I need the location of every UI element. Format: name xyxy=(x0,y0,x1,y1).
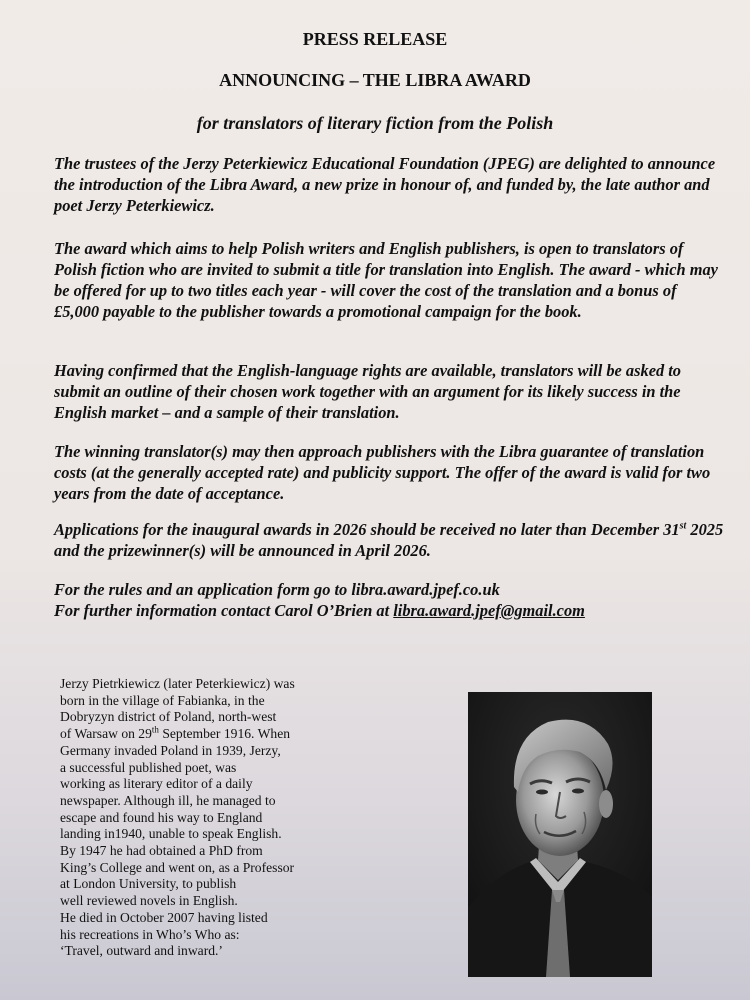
bio-line: working as literary editor of a daily xyxy=(60,776,253,792)
page-title: PRESS RELEASE xyxy=(302,29,448,49)
portrait-illustration xyxy=(468,692,652,977)
bio-line: well reviewed novels in English. xyxy=(60,893,238,909)
bio-line: newspaper. Although ill, he managed to xyxy=(60,792,276,808)
winner-paragraph: The winning translator(s) may then approach publishers with the Libra guarantee of translation costs (at the generally accepted rate) and publicity support. The offer of the award is valid for two years from the date of acceptance. xyxy=(54,442,711,503)
bio-line: his recreations in Who’s Who as: xyxy=(60,926,240,942)
author-portrait-photo xyxy=(468,692,652,977)
bio-line: By 1947 he had obtained a PhD from xyxy=(60,843,263,859)
contact-line-prefix: For further information contact Carol O’Brien at xyxy=(54,601,394,620)
bio-line: Jerzy Pietrkiewicz (later Peterkiewicz) was xyxy=(60,676,295,691)
bio-line: a successful published poet, was xyxy=(60,759,237,775)
bio-line: escape and found his way to England xyxy=(60,809,263,825)
deadline-paragraph xyxy=(54,519,724,561)
bio-line: King’s College and went on, as a Professor xyxy=(60,859,295,875)
bio-ordinal-suffix: th xyxy=(151,724,159,735)
intro-paragraph: The trustees of the Jerzy Peterkiewicz Educational Foundation (JPEG) are delighted to announce the introduction of the Libra Award, a new prize in honour of, and funded by, the late author and poet Jerzy Peterkiewicz. xyxy=(54,154,716,215)
deadline-text-end: 2025 and the prizewinner(s) will be announced in April 2026. xyxy=(54,520,724,560)
bio-birthdate-end: September 1916. When xyxy=(158,726,291,742)
bio-line: He died in October 2007 having listed xyxy=(60,909,268,925)
deadline-text-start: Applications for the inaugural awards in 2026 should be received no later than December 31 xyxy=(54,520,680,539)
announcement-heading: ANNOUNCING – THE LIBRA AWARD xyxy=(219,70,531,90)
bio-line: ‘Travel, outward and inward.’ xyxy=(60,943,223,959)
biography-text xyxy=(60,676,350,960)
subtitle: for translators of literary fiction from the Polish xyxy=(196,113,554,133)
bio-line: Dobryzyn district of Poland, north-west xyxy=(60,709,277,725)
bio-line: Germany invaded Poland in 1939, Jerzy, xyxy=(60,742,281,758)
award-details-paragraph: The award which aims to help Polish writers and English publishers, is open to translators of Polish fiction who are invited to submit a title for translation into English. The award - which may be offered for up to two titles each year - will cover the cost of the translation and a bonus of £5,000 payable to the publisher towards a promotional campaign for the book. xyxy=(54,239,718,321)
bio-line xyxy=(60,726,350,743)
rules-line: For the rules and an application form go to libra.award.jpef.co.uk xyxy=(54,580,500,599)
ordinal-suffix: st xyxy=(679,520,687,532)
bio-line: at London University, to publish xyxy=(60,876,237,892)
bio-birthdate-start: of Warsaw on 29 xyxy=(60,726,152,742)
contact-email-link[interactable]: libra.award.jpef@gmail.com xyxy=(393,601,585,620)
contact-paragraph xyxy=(54,579,724,621)
bio-line: landing in1940, unable to speak English. xyxy=(60,826,282,842)
submission-paragraph: Having confirmed that the English-language rights are available, translators will be asked to submit an outline of their chosen work together with an argument for its likely success in the English market – and a sample of their translation. xyxy=(54,361,682,422)
bio-line: born in the village of Fabianka, in the xyxy=(60,692,265,708)
